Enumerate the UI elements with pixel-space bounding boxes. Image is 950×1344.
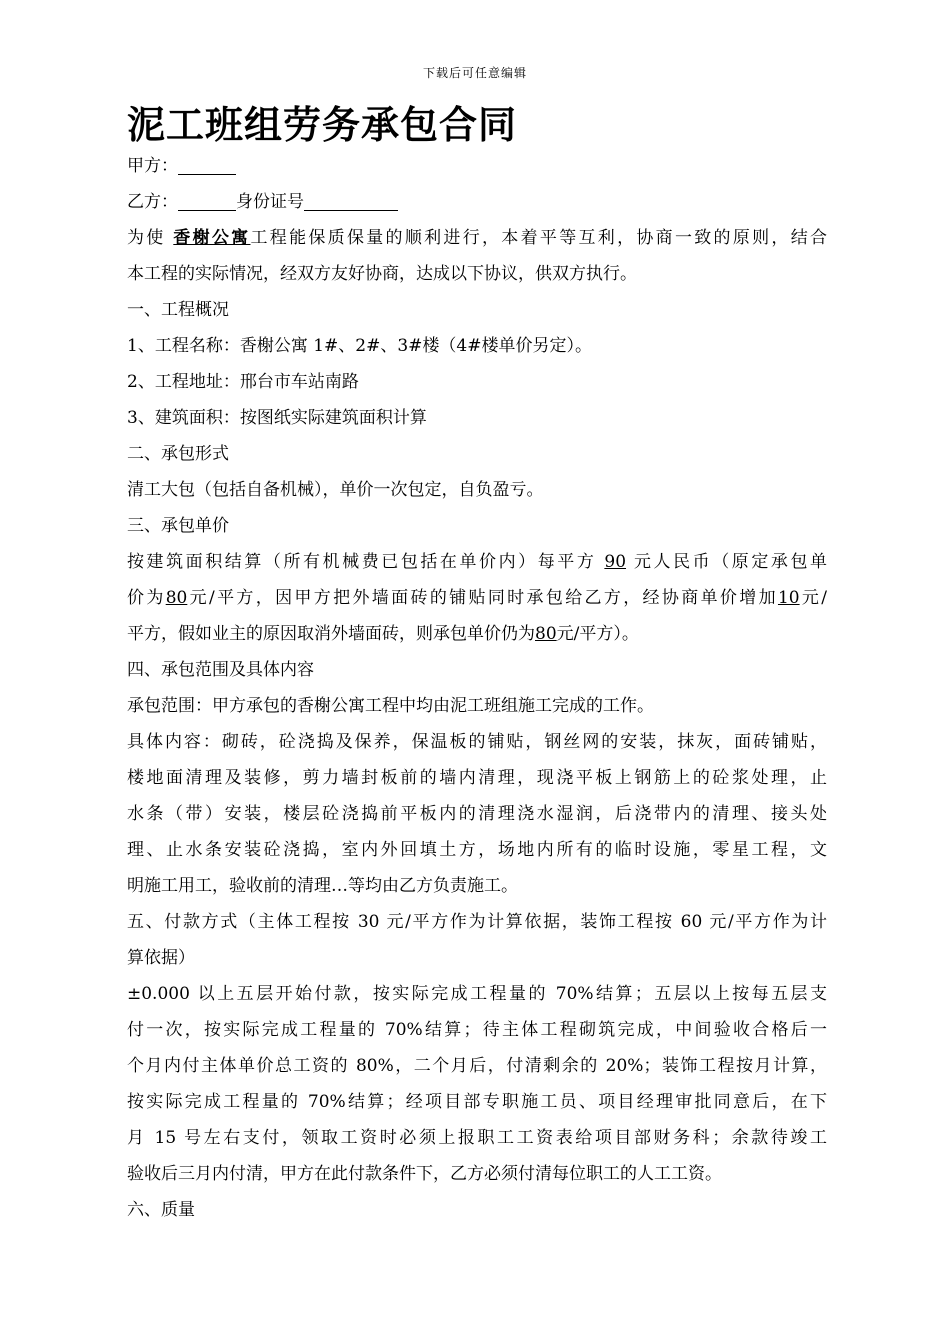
unit-price: 90 <box>604 552 627 572</box>
section-5-para-6: 验收后三月内付清，甲方在此付款条件下，乙方必须付清每位职工的人工工资。 <box>127 1164 722 1184</box>
page-header-note: 下载后可任意编辑 <box>422 66 527 80</box>
section-5-heading-1: 五、付款方式（主体工程按 30 元/平方作为计算依据，装饰工程按 60 元/平方作为计 <box>127 912 827 932</box>
section-3-line-3: 平方，假如业主的原因取消外墙面砖，则承包单价仍为80元/平方）。 <box>127 624 639 644</box>
section-4-detail-2: 楼地面清理及装修，剪力墙封板前的墙内清理，现浇平板上钢筋上的砼浆处理，止 <box>127 768 827 788</box>
section-4-detail-3: 水条（带）安装，楼层砼浇捣前平板内的清理浇水湿润，后浇带内的清理、接头处 <box>127 804 827 824</box>
party-a-blank <box>178 154 236 175</box>
section-4-detail-4: 理、止水条安装砼浇捣，室内外回填土方，场地内所有的临时设施，零星工程，文 <box>127 840 827 860</box>
section-2-text: 清工大包（包括自备机械），单价一次包定，自负盈亏。 <box>127 480 544 500</box>
contract-title: 泥工班组劳务承包合同 <box>127 103 518 147</box>
section-1-item-1: 1、工程名称：香榭公寓 1#、2#、3#楼（4#楼单价另定）。 <box>127 336 592 356</box>
party-a-label: 甲方： <box>127 156 178 176</box>
section-3-line-2: 价为80元/平方，因甲方把外墙面砖的铺贴同时承包给乙方，经协商单价增加10元/ <box>127 588 828 608</box>
party-b-label: 乙方： <box>127 192 178 212</box>
party-b-line <box>127 184 827 220</box>
price-increase: 10 <box>777 588 800 608</box>
section-1-item-2: 2、工程地址：邢台市车站南路 <box>127 372 359 392</box>
section-4-scope: 承包范围：甲方承包的香榭公寓工程中均由泥工班组施工完成的工作。 <box>127 696 654 716</box>
original-price: 80 <box>165 588 188 608</box>
section-5-para-1: ±0.000 以上五层开始付款，按实际完成工程量的 70%结算；五层以上按每五层支 <box>127 984 827 1004</box>
section-6-heading: 六、质量 <box>127 1200 195 1220</box>
section-5-para-4: 按实际完成工程量的 70%结算；经项目部专职施工员、项目经理审批同意后，在下 <box>127 1092 827 1112</box>
party-a-line <box>127 148 827 184</box>
section-3-line-1: 按建筑面积结算（所有机械费已包括在单价内）每平方 90 元人民币（原定承包单 <box>127 552 828 572</box>
section-3-heading: 三、承包单价 <box>127 516 229 536</box>
party-b-blank <box>178 190 236 211</box>
section-4-detail-5: 明施工用工，验收前的清理…等均由乙方负责施工。 <box>127 876 518 896</box>
section-2-heading: 二、承包形式 <box>127 444 229 464</box>
section-5-para-2: 付一次，按实际完成工程量的 70%结算；待主体工程砌筑完成，中间验收合格后一 <box>127 1020 827 1040</box>
section-4-heading: 四、承包范围及具体内容 <box>127 660 314 680</box>
intro-line-2: 本工程的实际情况，经双方友好协商，达成以下协议，供双方执行。 <box>127 264 637 284</box>
section-4-detail-1: 具体内容：砌砖，砼浇捣及保养，保温板的铺贴，钢丝网的安装，抹灰，面砖铺贴， <box>127 732 827 752</box>
section-1-heading: 一、工程概况 <box>127 300 229 320</box>
section-5-para-5: 月 15 号左右支付，领取工资时必须上报职工工资表给项目部财务科；余款待竣工 <box>127 1128 827 1148</box>
contract-body <box>127 148 827 1228</box>
section-1-item-3: 3、建筑面积：按图纸实际建筑面积计算 <box>127 408 427 428</box>
section-5-para-3: 个月内付主体单价总工资的 80%，二个月后，付清剩余的 20%；装饰工程按月计算， <box>127 1056 827 1076</box>
id-number-blank <box>304 190 398 211</box>
fallback-price: 80 <box>535 624 557 644</box>
project-name: 香榭公寓 <box>173 228 251 248</box>
section-5-heading-2: 算依据） <box>127 948 195 968</box>
id-number-label: 身份证号 <box>236 192 304 212</box>
intro-line-1: 为使 香榭公寓工程能保质保量的顺利进行，本着平等互利，协商一致的原则，结合 <box>127 228 828 248</box>
